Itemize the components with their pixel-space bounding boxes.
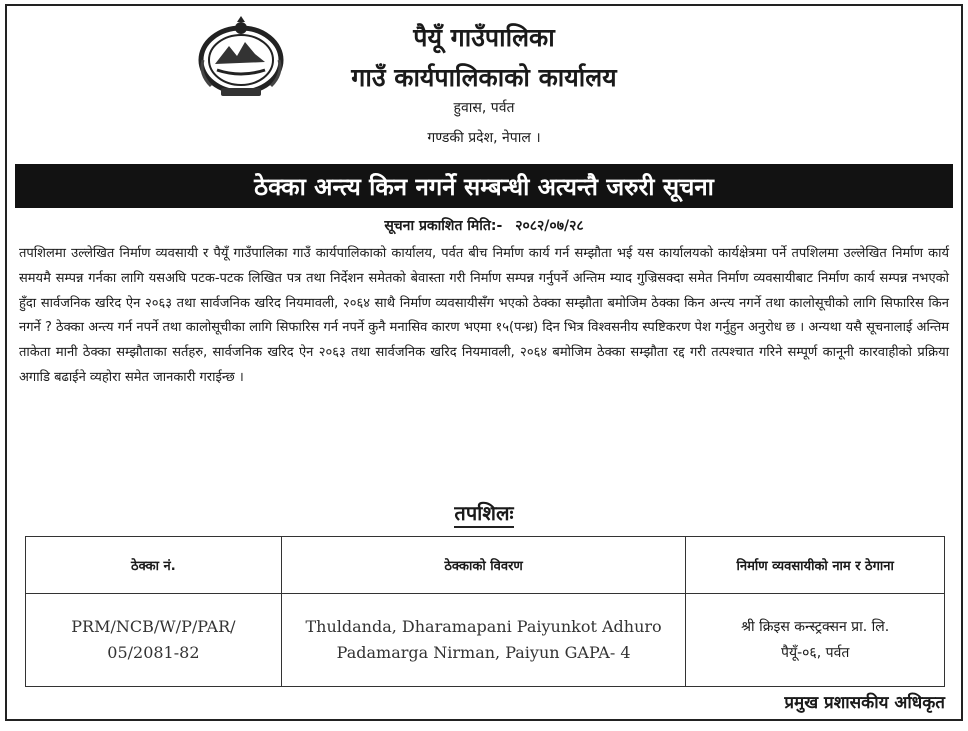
signatory-title: प्रमुख प्रशासकीय अधिकृत xyxy=(784,693,945,713)
table-row xyxy=(26,594,945,687)
contract-number-line-2: 05/2081-82 xyxy=(107,643,200,662)
organization-name: पैयूँ गाउँपालिका xyxy=(413,23,555,52)
publication-date-line xyxy=(7,216,961,235)
column-header-description: ठेक्काको विवरण xyxy=(281,537,686,594)
description-line-1: Thuldanda, Dharamapani Paiyunkot Adhuro xyxy=(305,617,662,636)
table-header-row xyxy=(26,537,945,594)
contract-description-cell xyxy=(281,594,686,687)
contractor-address: पैयूँ-०६, पर्वत xyxy=(781,645,850,661)
schedule-heading xyxy=(7,499,961,526)
notice-title-banner xyxy=(15,164,953,208)
contractor-name: श्री क्रिइस कन्स्ट्रक्सन प्रा. लि. xyxy=(741,619,890,635)
publication-date-label: सूचना प्रकाशित मिति:- xyxy=(384,218,503,234)
publication-date-value: २०८२/०७/२८ xyxy=(515,218,584,234)
contract-table xyxy=(25,536,945,687)
description-line-2: Padamarga Nirman, Paiyun GAPA- 4 xyxy=(336,643,631,662)
notice-body-paragraph: तपशिलमा उल्लेखित निर्माण व्यवसायी र पैयूँ गाउँपालिका गाउँ कार्यपालिकाको कार्यालय, पर्वत बीच निर्माण कार्य गर्न सम्झौता भई यस कार्यालयको कार्यक्षेत्रमा पर्ने तपशिलमा उल्लेखित निर्माण कार्य समयमै सम्पन्न गर्नका लागि यसअघि पटक-पटक लिखित पत्र तथा निर्देशन समेतको बेवास्ता गरी निर्माण सम्पन्न गर्नुपर्ने अन्तिम म्याद गुज्रिसक्दा समेत निर्माण व्यवसायीबाट निर्माण कार्य सम्पन्न नभएको हुँदा सार्वजनिक खरिद ऐन २०६३ तथा सार्वजनिक खरिद नियमावली, २०६४ साथै निर्माण व्यवसायीसँग भएको ठेक्का सम्झौता बमोजिम ठेक्का किन अन्त्य नगर्ने तथा कालोसूचीको लागि सिफारिस किन नगर्ने ? ठेक्का अन्त्य गर्न नपर्ने तथा कालोसूचीका लागि सिफारिस गर्न नपर्ने कुनै मनासिव कारण भएमा १५(पन्ध्र) दिन भित्र विश्वसनीय स्पष्टिकरण पेश गर्नुहुन अनुरोध छ । अन्यथा यसै सूचनालाई अन्तिम ताकेता मानी ठेक्का सम्झौताका सर्तहरु, सार्वजनिक खरिद ऐन २०६३ तथा सार्वजनिक खरिद नियमावली, २०६४ बमोजिम ठेक्का सम्झौता रद्द गरी तत्पश्चात गरिने सम्पूर्ण कानूनी कारवाहीको प्रक्रिया अगाडि बढाईने व्यहोरा समेत जानकारी गराईन्छ । xyxy=(19,246,949,385)
contractor-cell xyxy=(686,594,945,687)
column-header-contractor: निर्माण व्यवसायीको नाम र ठेगाना xyxy=(686,537,945,594)
contract-number-line-1: PRM/NCB/W/P/PAR/ xyxy=(71,617,236,636)
notice-title: ठेक्का अन्त्य किन नगर्ने सम्बन्धी अत्यन्तै जरुरी सूचना xyxy=(254,172,714,201)
schedule-heading-text: तपशिलः xyxy=(454,501,513,528)
office-location: हुवास, पर्वत xyxy=(453,100,515,116)
notice-page xyxy=(5,4,963,721)
office-name: गाउँ कार्यपालिकाको कार्यालय xyxy=(351,63,617,92)
contract-number-cell xyxy=(26,594,282,687)
column-header-contract-no: ठेक्का नं. xyxy=(26,537,282,594)
province-line: गण्डकी प्रदेश, नेपाल । xyxy=(427,130,541,146)
